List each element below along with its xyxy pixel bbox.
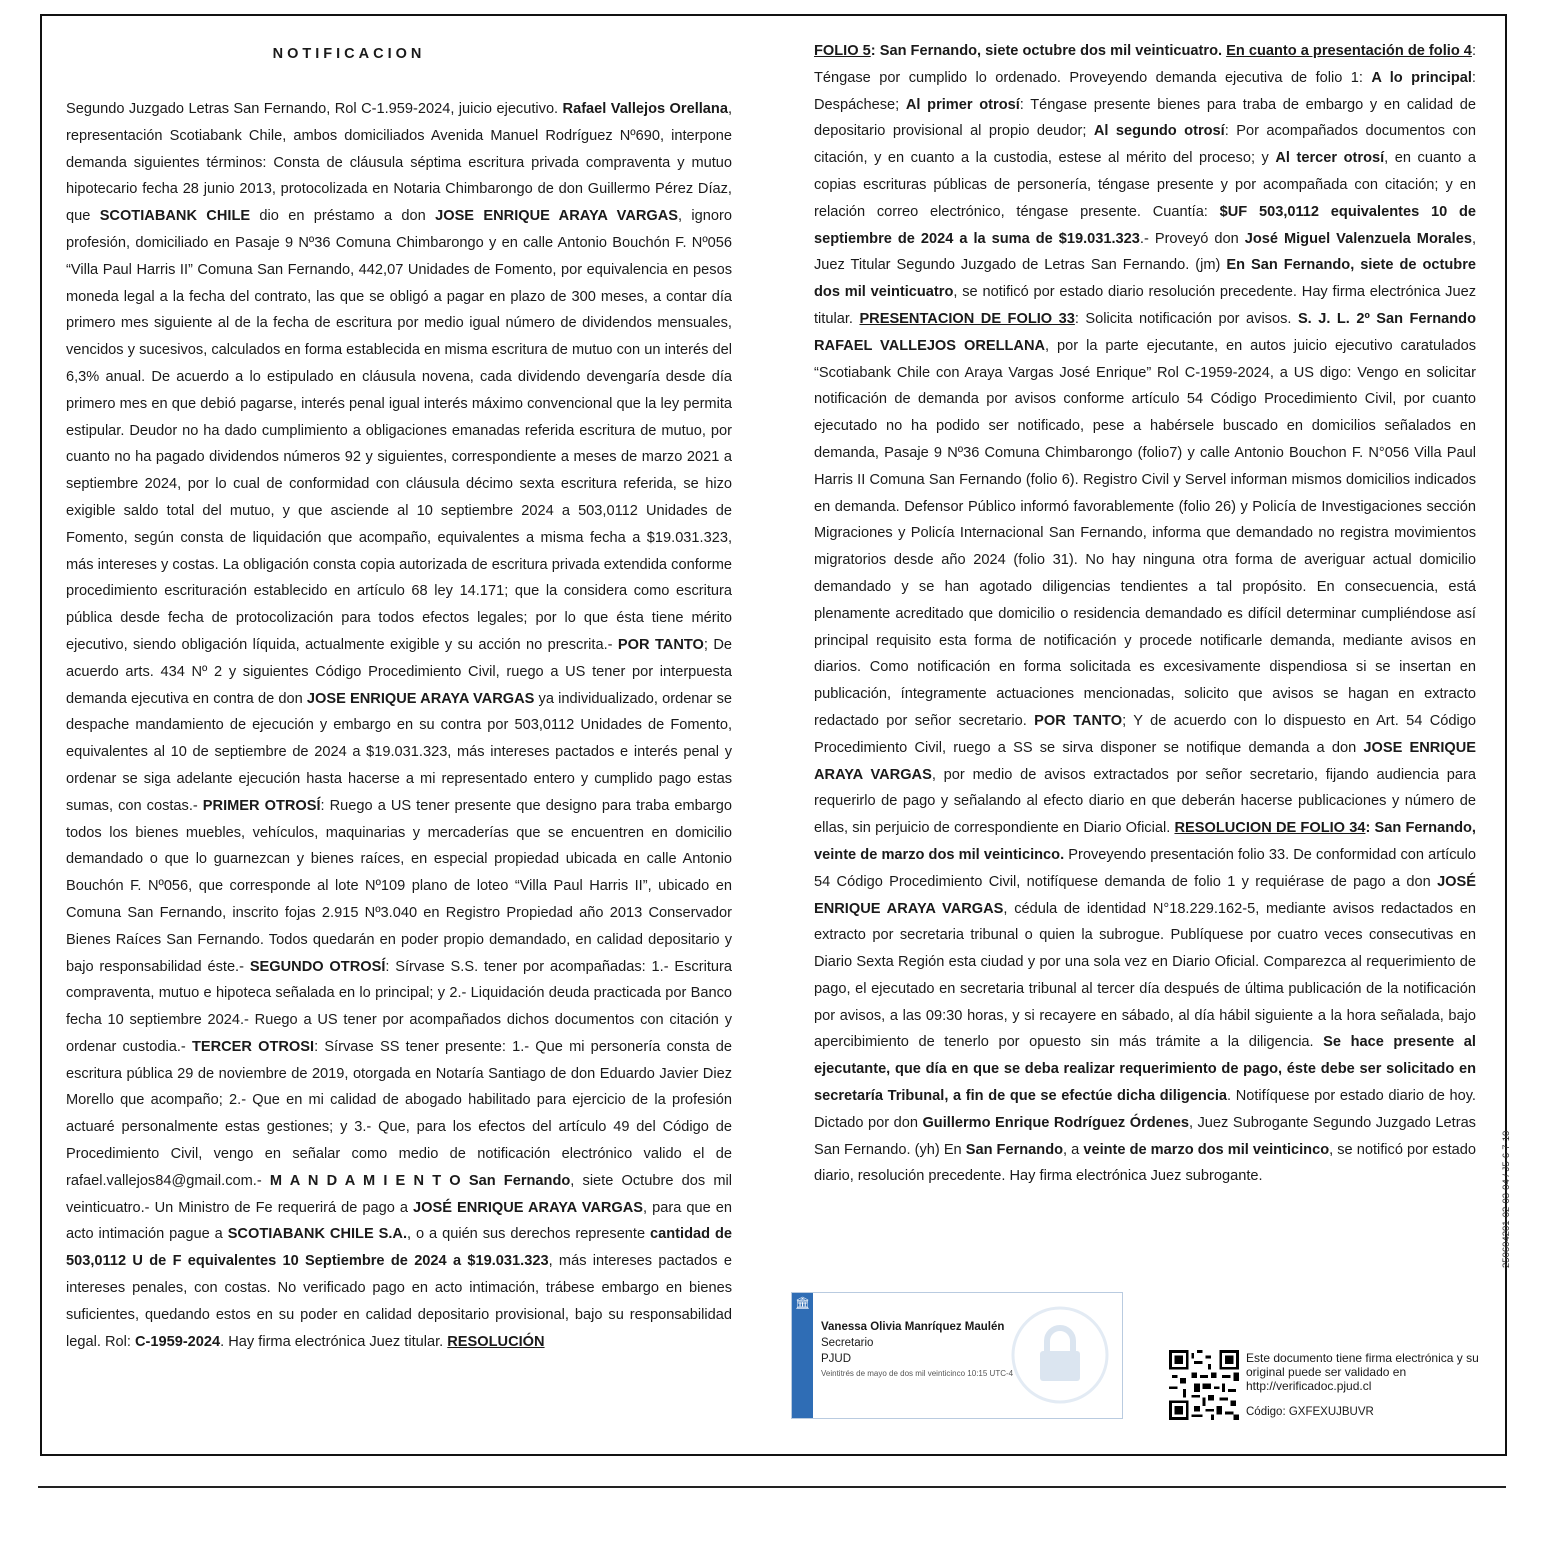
text-run: : Sírvase S.S. tener por acompañadas: 1.- Escritura compraventa, mutuo e hipoteca señalada en lo principal; y 2.- Liquidación deuda practicada por Banco fecha 10 septiembre 2024.- Ruego a US tener por acompañados dichos documentos con citación y ordenar custodia.- [66,958,732,1055]
text-run: PRESENTACION DE FOLIO 33 [859,310,1075,327]
signature-date: Veintitrés de mayo de dos mil veinticinco 10:15 UTC-4 [821,1369,1014,1378]
text-run: , se notificó por estado diario resolución precedente. Hay firma electrónica Juez titular. [814,284,1476,327]
text-run: Segundo Juzgado Letras San Fernando, Rol C-1.959-2024, juicio ejecutivo. [66,101,563,117]
text-run: FOLIO 5 [814,43,871,59]
text-run: M A N D A M I E N T O San Fernando [269,1172,571,1189]
text-run: , cédula de identidad N°18.229.162-5, mediante avisos redactados en extracto por secretaria tribunal o quien la subrogue. Publíquese por cuatro veces consecutivas en Diario Sexta Región esta ciudad y por una sola vez en Diario Oficial. Comparezca al requerimiento de pago, el ejecutado en secretaria tribunal al tercer día después de última publicación de la notificación por avisos, a las 09:30 horas, y si recayere en sábado, al día hábil siguiente a la hora señalada, bajo apercibimiento de tenerlo por opuesto sin más trámite a la diligencia. [814,900,1476,1051]
text-run: cantidad de 503,0112 U de F equivalentes 10 Septiembre de 2024 a $19.031.323 [66,1226,732,1270]
institution-icon: 🏛 [795,1296,811,1310]
text-run: En cuanto a presentación de folio 4 [1226,43,1472,59]
text-run: A lo principal [1371,69,1472,86]
text-run: SCOTIABANK CHILE [99,208,251,225]
text-run: : Sírvase SS tener presente: 1.- Que mi personería consta de escritura pública 29 de noviembre de 2019, otorgada en Notaría Santiago de don Eduardo Javier Diez Morello que acompaño; 2.- Que en mi calidad de abogado habilitado para ejercicio de la profesión actuaré personalmente estas gestiones; y 3.- Que, para los efectos del artículo 49 del Código de Procedimiento Civil, vengo en señalar como medio de notificación electrónico valido el de rafael.vallejos84@gmail.com.- [66,1038,733,1189]
text-run: JOSE ENRIQUE ARAYA VARGAS [306,690,535,707]
text-run: San Fernando [965,1141,1064,1158]
text-run: TERCER OTROSI [191,1038,315,1055]
qr-code [1169,1350,1239,1420]
text-run: : Ruego a US tener presente que designo para traba embargo todos los bienes muebles, vehículos, maquinarias y mercaderías que se encuentren en domicilio demandado o que lo guarnezcan y bienes raíces, en especial propiedad ubicada en calle Antonio Bouchón F. Nº056, que corresponde al lote Nº109 plano de loteo “Villa Paul Harris II”, ubicado en Comuna San Fernando, inscrito fojas 2.915 Nº3.040 en Registro Propiedad año 2013 Conservador Bienes Raíces San Fernando. Todos quedarán en poder propio demandado, en calidad depositario y bajo responsabilidad éste.- [66,797,733,975]
signer-org: PJUD [821,1353,852,1365]
text-run: Al primer otrosí [905,96,1020,113]
text-run: : Por acompañados documentos con citación, y en cuanto a la custodia, estese al mérito del proceso; y [814,123,1477,167]
text-run: Al segundo otrosí [1093,123,1225,140]
text-run: , Juez Subrogante Segundo Juzgado Letras San Fernando. (yh) En [814,1114,1476,1158]
text-run: Guillermo Enrique Rodríguez Órdenes [922,1114,1189,1131]
text-run: POR TANTO [1034,712,1123,729]
text-run: JOSÉ ENRIQUE ARAYA VARGAS [814,873,1476,917]
left-column-text [66,96,732,1355]
text-run: : San Fernando, siete octubre dos mil veinticuatro. [870,43,1227,59]
verification-code: Código: GXFEXUJBUVR [1246,1406,1374,1418]
text-run: , o a quién sus derechos represente [407,1226,651,1243]
left-column [66,96,732,1355]
text-run: : San Fernando, veinte de marzo dos mil veinticinco. [814,820,1476,863]
signer-role: Secretario [821,1337,874,1349]
text-run: Al tercer otrosí [1275,150,1385,167]
text-run: veinte de marzo dos mil veinticinco [1083,1141,1330,1158]
text-run: . Notifíquese por estado diario de hoy. Dictado por don [814,1088,1476,1131]
text-run: , más intereses pactados e intereses penales, con costas. No verificado pago en acto intimación, trábese embargo en bienes suficientes, quedando estos en su poder en calidad depositario provisional, bajo su responsabilidad legal. Rol: [66,1253,732,1350]
text-run: , representación Scotiabank Chile, ambos domiciliados Avenida Manuel Rodríguez Nº690, interpone demanda siguientes términos: Consta de cláusula séptima escritura privada compraventa y mutuo hipotecario fecha 28 junio 2013, protocolizada en Notaria Chimbarongo de don Guillermo Pérez Díaz, que [66,101,733,225]
text-run: ya individualizado, ordenar se despache mandamiento de ejecución y embargo en su contra por 503,0112 Unidades de Fomento, equivalentes al 10 de septiembre de 2024 a $19.031.323, más intereses pactados e interés penal y ordenar se siga adelante ejecución hasta hacerse a mi representado entero y cumplido pago estas sumas, con costas.- [66,690,732,814]
text-run: S. J. L. 2º San Fernando RAFAEL VALLEJOS ORELLANA [814,310,1476,354]
text-run: POR TANTO [617,636,704,653]
text-run: C-1959-2024 [134,1333,221,1350]
text-run: Proveyendo presentación folio 33. De conformidad con artículo 54 Código Procedimiento Civil, notifíquese demanda de folio 1 y requiérase de pago a don [814,846,1476,890]
text-run: SCOTIABANK CHILE S.A. [227,1226,408,1243]
text-run: $UF 503,0112 equivalentes 10 de septiembre de 2024 a la suma de $19.031.323 [814,203,1476,247]
text-run: ; De acuerdo arts. 434 Nº 2 y siguientes Código Procedimiento Civil, ruego a US tener por interpuesta demanda ejecutiva en contra de don [66,636,732,707]
signature-stamp [791,1292,1123,1419]
signer-name: Vanessa Olivia Manríquez Maulén [821,1321,1005,1333]
text-run: En San Fernando, siete de octubre dos mil veinticuatro [814,257,1476,301]
text-run: PRIMER OTROSÍ [202,797,321,814]
bottom-rule [38,1486,1506,1488]
side-document-code: 250604201-02-03-04 / J5-6-7-10 [1501,1130,1512,1268]
text-run: , ignoro profesión, domiciliado en Pasaje 9 Nº36 Comuna Chimbarongo y en calle Antonio Bouchón F. Nº056 “Villa Paul Harris II” Comuna San Fernando, 442,07 Unidades de Fomento, por equivalencia en pesos moneda legal a la fecha del contrato, las que se obligó a pagar en plazo de 300 meses, a contar día primero mes siguiente al de la fecha de escritura por medio igual número de dividendos mensuales, vencidos y sucesivos, calculados en forma establecida en misma escritura de mutuo con un interés del 6,3% anual. De acuerdo a lo estipulado en cláusula novena, cada dividendo devengaría desde día primero mes en que debió pagarse, interés penal igual interés máximo convencional que la ley permita estipular. Deudor no ha dado cumplimiento a obligaciones emanadas referida escritura de mutuo, por cuanto no ha pagado dividendos números 92 y siguientes, correspondiente a meses de marzo 2021 a septiembre 2024, por lo cual de conformidad con cláusula décimo sexta escritura referida, se hizo exigible saldo total del mutuo, y que asciende al 10 septiembre 2024 a 503,0112 Unidades de Fomento, según consta de liquidación que acompaño, equivalentes a misma fecha a $19.031.323, más intereses y costas. La obligación consta copia autorizada de escritura privada extendida conforme procedimiento escrituración establecido en artículo 68 ley 14.171; que la considera como escritura pública desde fecha de protocolización para todos efectos legales; por lo que ésta tiene mérito ejecutivo, siendo obligación líquida, actualmente exigible y su acción no prescrita.- [66,208,732,653]
text-run: ; Y de acuerdo con lo dispuesto en Art. 54 Código Procedimiento Civil, ruego a SS se sirva disponer se notifique demanda a don [814,712,1477,756]
text-run: , siete Octubre dos mil veinticuatro.- Un Ministro de Fe requerirá de pago a [66,1172,732,1216]
text-run: , se notificó por estado diario, resolución precedente. Hay firma electrónica Juez subrogante. [814,1141,1476,1185]
text-run: José Miguel Valenzuela Morales [1244,230,1472,247]
text-run: : Téngase presente bienes para traba de embargo y en calidad de depositario provisional al propio deudor; [814,96,1476,140]
text-run: : Téngase por cumplido lo ordenado. Proveyendo demanda ejecutiva de folio 1: [814,43,1476,86]
text-run: , Juez Titular Segundo Juzgado de Letras San Fernando. (jm) [814,230,1477,274]
text-run: JOSE ENRIQUE ARAYA VARGAS [435,208,679,225]
text-run: JOSE ENRIQUE ARAYA VARGAS [814,739,1477,783]
stamp-bar [792,1293,813,1418]
text-run: . Hay firma electrónica Juez titular. [220,1333,448,1350]
right-column-text [814,38,1476,1190]
text-run: dio en préstamo a don [250,208,436,225]
text-run: , para que en acto intimación pague a [66,1199,732,1243]
text-run: SEGUNDO OTROSÍ [249,958,386,975]
text-run: RESOLUCIÓN [447,1333,545,1350]
text-run: .- Proveyó don [1139,230,1245,247]
text-run: , a [1063,1141,1084,1158]
text-run: : Despáchese; [814,69,1476,113]
page-title: NOTIFICACION [272,46,426,62]
text-run: Se hace presente al ejecutante, que día en que se deba realizar requerimiento de pago, éste debe ser solicitado en secretaría Tribunal, a fin de que se efectúe dicha diligencia [814,1034,1476,1105]
verification-text: Este documento tiene firma electrónica y su original puede ser validado en http://verificadoc.pjud.cl [1246,1351,1479,1393]
text-run: JOSÉ ENRIQUE ARAYA VARGAS [413,1199,644,1216]
text-run: , por la parte ejecutante, en autos juicio ejecutivo caratulados “Scotiabank Chile con Araya Vargas José Enrique” Rol C-1959-2024, a US digo: Vengo en solicitar notificación de demanda por avisos conforme artículo 54 Código Procedimiento Civil, por cuanto ejecutado no ha podido ser notificado, pese a habérsele buscado en domicilios señalados en demanda, Pasaje 9 Nº36 Comuna Chimbarongo (folio7) y calle Antonio Bouchon F. N°056 Villa Paul Harris II Comuna San Fernando (folio 6). Registro Civil y Servel informan mismos domicilios indicados en demanda. Defensor Público informó favorablemente (folio 26) y Policía de Investigaciones sección Migraciones y Policía Internacional San Fernando, informa que demandado no registra movimientos migratorios desde año 2024 (folio 31). No hay ninguna otra forma de averiguar actual domicilio demandado y se han agotado diligencias tendientes a tal propósito. En consecuencia, está plenamente acreditado que domicilio o residencia demandado es difícil determinar cumpliéndose así principal requisito esta forma de notificación y procede notificarle demanda, mediante avisos en diarios. Como notificación en forma solicitada es excesivamente dispendiosa si se insertan en publicación, íntegramente actuaciones mencionadas, solicito que avisos se hagan en extracto redactado por señor secretario. [814,337,1476,729]
right-column [814,38,1476,1190]
text-run: RESOLUCION DE FOLIO 34 [1174,820,1366,837]
text-run: , en cuanto a copias escrituras públicas de personería, téngase presente y por acompañada con citación; y en relación correo electrónico, téngase presente. Cuantía: [814,150,1476,220]
text-run: , por medio de avisos extractados por señor secretario, fijando audiencia para requerirlo de pago y señalando al efecto diario en que deberán hacerse publicaciones y número de ellas, sin perjuicio de correspondiente en Diario Oficial. [814,766,1476,837]
text-run: Rafael Vallejos Orellana [562,101,728,117]
text-run: : Solicita notificación por avisos. [1074,310,1298,327]
